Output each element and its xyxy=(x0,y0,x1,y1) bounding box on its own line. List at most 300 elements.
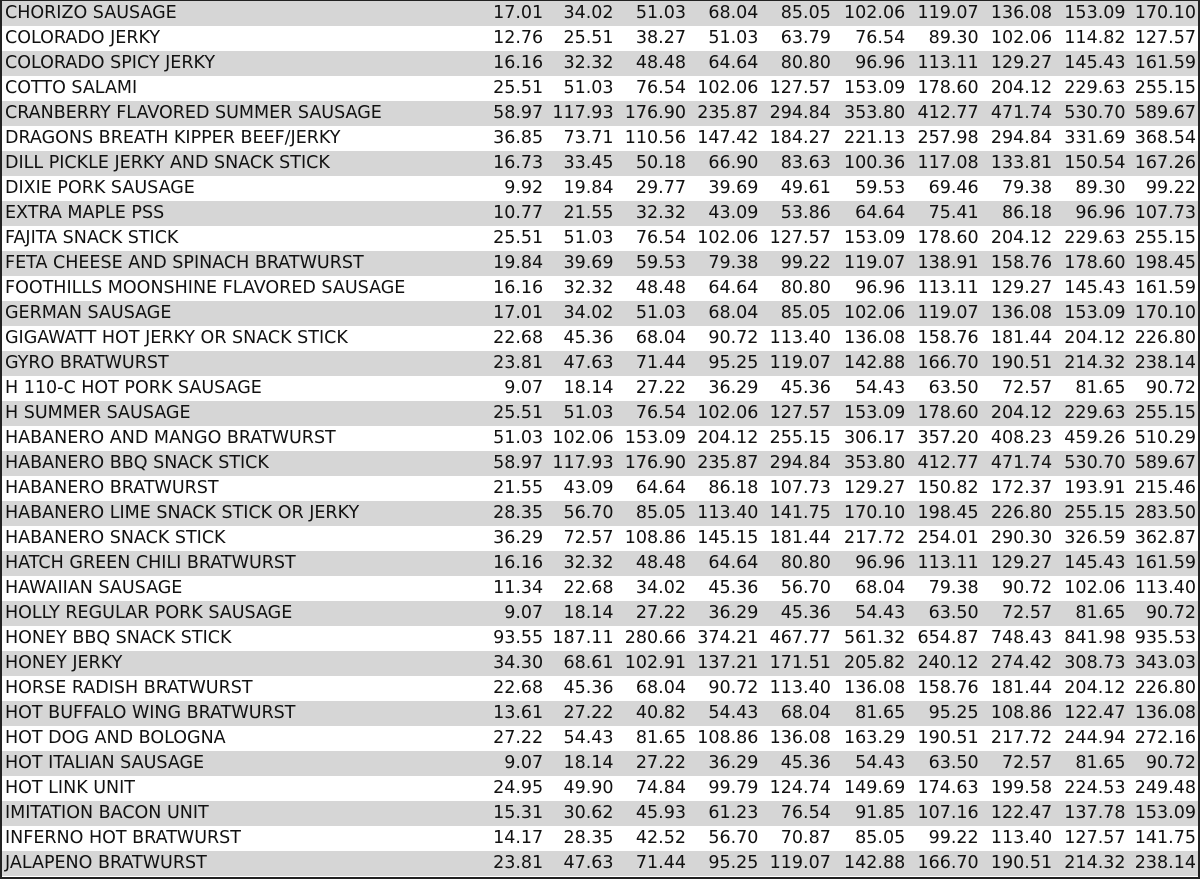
price-cell: 18.14 xyxy=(545,376,615,401)
table-row xyxy=(2,526,1198,551)
product-name-cell: HABANERO AND MANGO BRATWURST xyxy=(2,426,475,451)
price-cell: 49.61 xyxy=(760,176,832,201)
price-cell: 71.44 xyxy=(616,851,688,876)
price-cell: 51.03 xyxy=(616,301,688,326)
price-cell: 187.11 xyxy=(545,626,615,651)
price-cell: 90.72 xyxy=(688,676,760,701)
price-cell: 214.32 xyxy=(1054,351,1127,376)
product-name-cell: INFERNO HOT BRATWURST xyxy=(2,826,475,851)
price-cell: 113.40 xyxy=(760,326,832,351)
price-cell: 42.52 xyxy=(616,826,688,851)
price-cell: 81.65 xyxy=(1054,376,1127,401)
price-cell: 68.04 xyxy=(616,676,688,701)
price-cell: 22.68 xyxy=(545,576,615,601)
price-cell: 471.74 xyxy=(981,451,1054,476)
table-row xyxy=(2,826,1198,851)
price-cell: 81.65 xyxy=(1054,751,1127,776)
price-cell: 108.86 xyxy=(981,701,1054,726)
price-cell: 22.68 xyxy=(475,326,545,351)
product-name-cell: IMITATION BACON UNIT xyxy=(2,801,475,826)
table-row xyxy=(2,76,1198,101)
price-cell: 102.06 xyxy=(833,301,907,326)
table-row xyxy=(2,176,1198,201)
table-row xyxy=(2,726,1198,751)
price-cell: 935.53 xyxy=(1128,626,1198,651)
price-cell: 204.12 xyxy=(981,226,1054,251)
price-cell: 54.43 xyxy=(545,726,615,751)
table-row xyxy=(2,151,1198,176)
price-cell: 32.32 xyxy=(616,201,688,226)
price-cell: 9.92 xyxy=(475,176,545,201)
product-name-cell: HABANERO LIME SNACK STICK OR JERKY xyxy=(2,501,475,526)
table-row xyxy=(2,426,1198,451)
table-row xyxy=(2,676,1198,701)
price-cell: 54.43 xyxy=(833,601,907,626)
price-cell: 471.74 xyxy=(981,101,1054,126)
price-cell: 33.45 xyxy=(545,151,615,176)
price-cell: 150.82 xyxy=(907,476,980,501)
price-cell: 190.51 xyxy=(981,851,1054,876)
price-cell: 79.38 xyxy=(981,176,1054,201)
price-cell: 142.88 xyxy=(833,851,907,876)
price-cell: 19.84 xyxy=(475,251,545,276)
table-row xyxy=(2,601,1198,626)
price-cell: 224.53 xyxy=(1054,776,1127,801)
price-cell: 113.40 xyxy=(688,501,760,526)
price-cell: 85.05 xyxy=(760,301,832,326)
price-cell: 257.98 xyxy=(907,126,980,151)
product-name-cell: CRANBERRY FLAVORED SUMMER SAUSAGE xyxy=(2,101,475,126)
price-cell: 29.77 xyxy=(616,176,688,201)
price-cell: 16.16 xyxy=(475,551,545,576)
price-cell: 172.37 xyxy=(981,476,1054,501)
price-cell: 24.95 xyxy=(475,776,545,801)
price-cell: 841.98 xyxy=(1054,626,1127,651)
price-cell: 64.64 xyxy=(688,551,760,576)
price-cell: 23.81 xyxy=(475,851,545,876)
price-cell: 74.84 xyxy=(616,776,688,801)
price-cell: 204.12 xyxy=(688,426,760,451)
price-cell: 174.63 xyxy=(907,776,980,801)
price-cell: 589.67 xyxy=(1128,101,1198,126)
price-cell: 18.14 xyxy=(545,751,615,776)
price-cell: 81.65 xyxy=(1054,601,1127,626)
price-cell: 117.93 xyxy=(545,451,615,476)
price-cell: 96.96 xyxy=(833,276,907,301)
price-cell: 178.60 xyxy=(907,401,980,426)
price-cell: 255.15 xyxy=(1128,401,1198,426)
price-cell: 215.46 xyxy=(1128,476,1198,501)
price-cell: 16.16 xyxy=(475,276,545,301)
table-row xyxy=(2,51,1198,76)
price-cell: 205.82 xyxy=(833,651,907,676)
price-cell: 244.94 xyxy=(1054,726,1127,751)
product-name-cell: HONEY BBQ SNACK STICK xyxy=(2,626,475,651)
price-cell: 119.07 xyxy=(833,251,907,276)
price-cell: 254.01 xyxy=(907,526,980,551)
price-cell: 102.06 xyxy=(1054,576,1127,601)
price-cell: 181.44 xyxy=(760,526,832,551)
table-row xyxy=(2,301,1198,326)
price-cell: 136.08 xyxy=(760,726,832,751)
price-cell: 64.64 xyxy=(688,276,760,301)
price-cell: 102.06 xyxy=(688,76,760,101)
product-name-cell: DILL PICKLE JERKY AND SNACK STICK xyxy=(2,151,475,176)
price-cell: 238.14 xyxy=(1128,351,1198,376)
price-cell: 86.18 xyxy=(981,201,1054,226)
price-cell: 353.80 xyxy=(833,101,907,126)
price-cell: 34.02 xyxy=(545,1,615,26)
price-cell: 99.79 xyxy=(688,776,760,801)
price-cell: 161.59 xyxy=(1128,276,1198,301)
price-cell: 43.09 xyxy=(545,476,615,501)
price-cell: 113.40 xyxy=(981,826,1054,851)
table-row xyxy=(2,451,1198,476)
price-cell: 136.08 xyxy=(981,1,1054,26)
price-cell: 102.91 xyxy=(616,651,688,676)
price-cell: 108.86 xyxy=(688,726,760,751)
price-cell: 49.90 xyxy=(545,776,615,801)
table-row xyxy=(2,26,1198,51)
price-cell: 467.77 xyxy=(760,626,832,651)
price-cell: 80.80 xyxy=(760,276,832,301)
price-cell: 153.09 xyxy=(833,226,907,251)
price-cell: 229.63 xyxy=(1054,401,1127,426)
price-cell: 412.77 xyxy=(907,451,980,476)
price-cell: 90.72 xyxy=(1128,601,1198,626)
table-row xyxy=(2,276,1198,301)
price-cell: 86.18 xyxy=(688,476,760,501)
price-cell: 28.35 xyxy=(545,826,615,851)
price-cell: 326.59 xyxy=(1054,526,1127,551)
price-cell: 36.85 xyxy=(475,126,545,151)
price-cell: 226.80 xyxy=(1128,326,1198,351)
price-cell: 306.17 xyxy=(833,426,907,451)
product-name-cell: HABANERO BBQ SNACK STICK xyxy=(2,451,475,476)
price-cell: 27.22 xyxy=(616,376,688,401)
price-cell: 199.58 xyxy=(981,776,1054,801)
price-cell: 32.32 xyxy=(545,551,615,576)
price-cell: 23.81 xyxy=(475,351,545,376)
price-cell: 102.06 xyxy=(688,401,760,426)
price-cell: 280.66 xyxy=(616,626,688,651)
table-row xyxy=(2,751,1198,776)
price-cell: 255.15 xyxy=(1128,76,1198,101)
price-cell: 25.51 xyxy=(475,76,545,101)
price-cell: 28.35 xyxy=(475,501,545,526)
product-name-cell: COTTO SALAMI xyxy=(2,76,475,101)
price-cell: 561.32 xyxy=(833,626,907,651)
table-row xyxy=(2,801,1198,826)
price-cell: 113.40 xyxy=(1128,576,1198,601)
product-name-cell: JALAPENO BRATWURST xyxy=(2,851,475,876)
price-cell: 64.64 xyxy=(616,476,688,501)
price-cell: 9.07 xyxy=(475,751,545,776)
price-cell: 137.21 xyxy=(688,651,760,676)
price-cell: 75.41 xyxy=(907,201,980,226)
price-cell: 127.57 xyxy=(760,76,832,101)
price-cell: 56.70 xyxy=(760,576,832,601)
price-cell: 63.50 xyxy=(907,601,980,626)
price-cell: 79.38 xyxy=(907,576,980,601)
product-name-cell: HOT BUFFALO WING BRATWURST xyxy=(2,701,475,726)
price-cell: 107.73 xyxy=(1128,201,1198,226)
price-cell: 110.56 xyxy=(616,126,688,151)
price-cell: 89.30 xyxy=(907,26,980,51)
price-cell: 68.04 xyxy=(833,576,907,601)
price-cell: 76.54 xyxy=(616,401,688,426)
price-cell: 161.59 xyxy=(1128,551,1198,576)
price-cell: 54.43 xyxy=(688,701,760,726)
price-cell: 81.65 xyxy=(833,701,907,726)
price-cell: 27.22 xyxy=(616,751,688,776)
price-cell: 142.88 xyxy=(833,351,907,376)
price-cell: 17.01 xyxy=(475,1,545,26)
price-cell: 589.67 xyxy=(1128,451,1198,476)
table-row xyxy=(2,701,1198,726)
price-cell: 153.09 xyxy=(833,401,907,426)
price-cell: 99.22 xyxy=(1128,176,1198,201)
price-cell: 181.44 xyxy=(981,676,1054,701)
price-cell: 153.09 xyxy=(1054,301,1127,326)
price-cell: 56.70 xyxy=(545,501,615,526)
price-cell: 147.42 xyxy=(688,126,760,151)
price-cell: 308.73 xyxy=(1054,651,1127,676)
price-cell: 72.57 xyxy=(981,751,1054,776)
table-row xyxy=(2,401,1198,426)
price-cell: 530.70 xyxy=(1054,101,1127,126)
price-cell: 90.72 xyxy=(1128,751,1198,776)
price-cell: 119.07 xyxy=(760,351,832,376)
product-name-cell: H SUMMER SAUSAGE xyxy=(2,401,475,426)
price-cell: 204.12 xyxy=(981,76,1054,101)
product-name-cell: FOOTHILLS MOONSHINE FLAVORED SAUSAGE xyxy=(2,276,475,301)
table-row xyxy=(2,376,1198,401)
price-cell: 113.40 xyxy=(760,676,832,701)
price-cell: 25.51 xyxy=(545,26,615,51)
price-cell: 51.03 xyxy=(688,26,760,51)
price-cell: 357.20 xyxy=(907,426,980,451)
price-cell: 54.43 xyxy=(833,376,907,401)
price-cell: 204.12 xyxy=(981,401,1054,426)
price-cell: 178.60 xyxy=(1054,251,1127,276)
price-cell: 80.80 xyxy=(760,551,832,576)
price-cell: 39.69 xyxy=(545,251,615,276)
price-cell: 95.25 xyxy=(688,851,760,876)
price-cell: 38.27 xyxy=(616,26,688,51)
product-name-cell: EXTRA MAPLE PSS xyxy=(2,201,475,226)
price-cell: 163.29 xyxy=(833,726,907,751)
price-cell: 51.03 xyxy=(475,426,545,451)
price-cell: 153.09 xyxy=(1054,1,1127,26)
price-cell: 95.25 xyxy=(688,351,760,376)
price-cell: 145.43 xyxy=(1054,551,1127,576)
price-cell: 22.68 xyxy=(475,676,545,701)
price-cell: 102.06 xyxy=(545,426,615,451)
product-name-cell: HOT ITALIAN SAUSAGE xyxy=(2,751,475,776)
price-cell: 102.06 xyxy=(833,1,907,26)
price-cell: 158.76 xyxy=(981,251,1054,276)
table-row xyxy=(2,326,1198,351)
price-cell: 229.63 xyxy=(1054,76,1127,101)
price-cell: 76.54 xyxy=(833,26,907,51)
price-cell: 99.22 xyxy=(907,826,980,851)
price-cell: 102.06 xyxy=(981,26,1054,51)
price-cell: 119.07 xyxy=(760,851,832,876)
price-cell: 136.08 xyxy=(1128,701,1198,726)
product-name-cell: H 110-C HOT PORK SAUSAGE xyxy=(2,376,475,401)
price-cell: 255.15 xyxy=(1054,501,1127,526)
price-cell: 10.77 xyxy=(475,201,545,226)
price-cell: 166.70 xyxy=(907,851,980,876)
price-cell: 36.29 xyxy=(688,376,760,401)
price-cell: 249.48 xyxy=(1128,776,1198,801)
price-cell: 13.61 xyxy=(475,701,545,726)
price-cell: 204.12 xyxy=(1054,326,1127,351)
price-cell: 64.64 xyxy=(688,51,760,76)
product-name-cell: FAJITA SNACK STICK xyxy=(2,226,475,251)
price-cell: 47.63 xyxy=(545,851,615,876)
price-cell: 127.57 xyxy=(1054,826,1127,851)
table-row xyxy=(2,476,1198,501)
price-cell: 39.69 xyxy=(688,176,760,201)
table-row xyxy=(2,126,1198,151)
price-cell: 161.59 xyxy=(1128,51,1198,76)
price-cell: 170.10 xyxy=(1128,301,1198,326)
price-cell: 178.60 xyxy=(907,226,980,251)
price-cell: 27.22 xyxy=(545,701,615,726)
price-cell: 129.27 xyxy=(981,51,1054,76)
price-cell: 654.87 xyxy=(907,626,980,651)
price-cell: 133.81 xyxy=(981,151,1054,176)
table-row xyxy=(2,651,1198,676)
price-cell: 45.36 xyxy=(545,326,615,351)
price-cell: 83.63 xyxy=(760,151,832,176)
table-row xyxy=(2,351,1198,376)
price-cell: 129.27 xyxy=(833,476,907,501)
price-cell: 362.87 xyxy=(1128,526,1198,551)
price-cell: 255.15 xyxy=(1128,226,1198,251)
table-row xyxy=(2,576,1198,601)
price-cell: 240.12 xyxy=(907,651,980,676)
price-cell: 45.93 xyxy=(616,801,688,826)
product-name-cell: CHORIZO SAUSAGE xyxy=(2,1,475,26)
price-cell: 34.02 xyxy=(545,301,615,326)
price-cell: 122.47 xyxy=(981,801,1054,826)
price-cell: 54.43 xyxy=(833,751,907,776)
price-cell: 56.70 xyxy=(688,826,760,851)
price-cell: 184.27 xyxy=(760,126,832,151)
price-cell: 43.09 xyxy=(688,201,760,226)
price-cell: 70.87 xyxy=(760,826,832,851)
price-cell: 45.36 xyxy=(760,751,832,776)
price-cell: 229.63 xyxy=(1054,226,1127,251)
price-cell: 107.16 xyxy=(907,801,980,826)
product-name-cell: HORSE RADISH BRATWURST xyxy=(2,676,475,701)
price-cell: 138.91 xyxy=(907,251,980,276)
price-cell: 204.12 xyxy=(1054,676,1127,701)
price-cell: 72.57 xyxy=(981,376,1054,401)
product-name-cell: HONEY JERKY xyxy=(2,651,475,676)
price-cell: 176.90 xyxy=(616,101,688,126)
price-cell: 45.36 xyxy=(545,676,615,701)
price-cell: 21.55 xyxy=(545,201,615,226)
price-cell: 149.69 xyxy=(833,776,907,801)
price-cell: 145.43 xyxy=(1054,51,1127,76)
price-cell: 45.36 xyxy=(688,576,760,601)
table-row xyxy=(2,851,1198,876)
product-name-cell: COLORADO JERKY xyxy=(2,26,475,51)
price-cell: 53.86 xyxy=(760,201,832,226)
price-cell: 190.51 xyxy=(907,726,980,751)
product-name-cell: HATCH GREEN CHILI BRATWURST xyxy=(2,551,475,576)
price-cell: 113.11 xyxy=(907,276,980,301)
price-cell: 51.03 xyxy=(616,1,688,26)
price-cell: 107.73 xyxy=(760,476,832,501)
price-cell: 331.69 xyxy=(1054,126,1127,151)
price-cell: 59.53 xyxy=(833,176,907,201)
table-row xyxy=(2,201,1198,226)
product-name-cell: HOT LINK UNIT xyxy=(2,776,475,801)
product-name-cell: DRAGONS BREATH KIPPER BEEF/JERKY xyxy=(2,126,475,151)
price-cell: 181.44 xyxy=(981,326,1054,351)
price-cell: 72.57 xyxy=(545,526,615,551)
price-cell: 158.76 xyxy=(907,676,980,701)
product-name-cell: FETA CHEESE AND SPINACH BRATWURST xyxy=(2,251,475,276)
price-cell: 16.16 xyxy=(475,51,545,76)
price-cell: 294.84 xyxy=(981,126,1054,151)
table-row xyxy=(2,226,1198,251)
price-cell: 238.14 xyxy=(1128,851,1198,876)
price-cell: 69.46 xyxy=(907,176,980,201)
price-cell: 76.54 xyxy=(616,226,688,251)
price-cell: 12.76 xyxy=(475,26,545,51)
price-cell: 34.30 xyxy=(475,651,545,676)
price-cell: 99.22 xyxy=(760,251,832,276)
price-cell: 353.80 xyxy=(833,451,907,476)
product-name-cell: GERMAN SAUSAGE xyxy=(2,301,475,326)
price-cell: 40.82 xyxy=(616,701,688,726)
price-cell: 127.57 xyxy=(1128,26,1198,51)
product-name-cell: HOT DOG AND BOLOGNA xyxy=(2,726,475,751)
price-cell: 113.11 xyxy=(907,51,980,76)
price-cell: 32.32 xyxy=(545,51,615,76)
price-cell: 127.57 xyxy=(760,401,832,426)
product-name-cell: COLORADO SPICY JERKY xyxy=(2,51,475,76)
product-name-cell: HOLLY REGULAR PORK SAUSAGE xyxy=(2,601,475,626)
product-name-cell: GIGAWATT HOT JERKY OR SNACK STICK xyxy=(2,326,475,351)
price-cell: 153.09 xyxy=(833,76,907,101)
price-cell: 95.25 xyxy=(907,701,980,726)
price-cell: 158.76 xyxy=(907,326,980,351)
product-name-cell: GYRO BRATWURST xyxy=(2,351,475,376)
price-cell: 85.05 xyxy=(760,1,832,26)
price-cell: 167.26 xyxy=(1128,151,1198,176)
price-cell: 72.57 xyxy=(981,601,1054,626)
price-cell: 90.72 xyxy=(1128,376,1198,401)
table-row xyxy=(2,251,1198,276)
price-cell: 76.54 xyxy=(616,76,688,101)
price-cell: 108.86 xyxy=(616,526,688,551)
price-cell: 45.36 xyxy=(760,376,832,401)
price-cell: 48.48 xyxy=(616,551,688,576)
price-cell: 114.82 xyxy=(1054,26,1127,51)
price-cell: 36.29 xyxy=(688,601,760,626)
price-cell: 153.09 xyxy=(1128,801,1198,826)
price-cell: 51.03 xyxy=(545,226,615,251)
price-cell: 14.17 xyxy=(475,826,545,851)
table-body xyxy=(2,1,1198,876)
